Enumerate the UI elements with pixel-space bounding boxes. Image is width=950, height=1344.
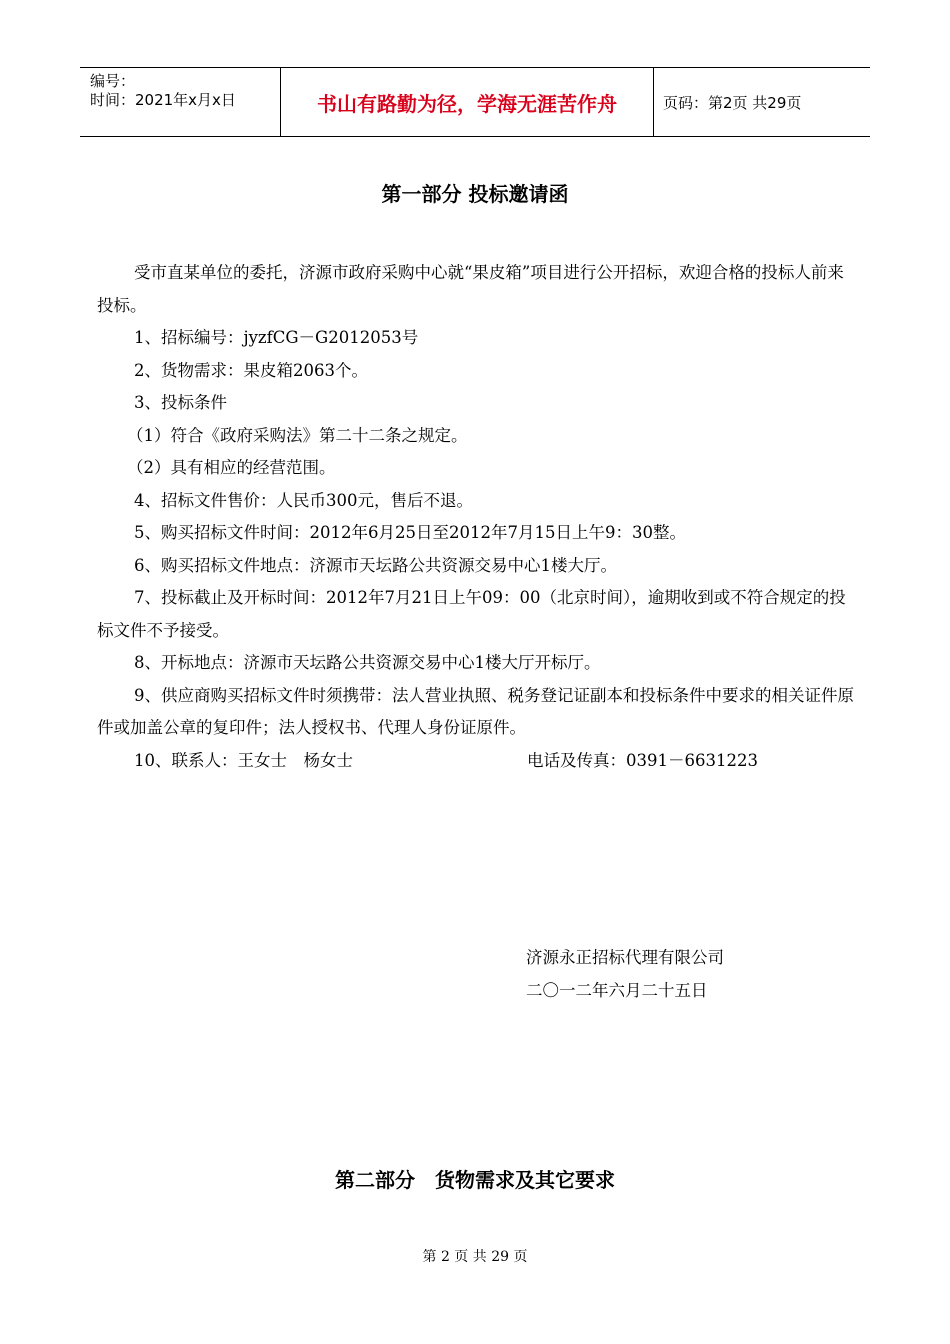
part1-title: 第一部分 投标邀请函: [381, 182, 569, 206]
item-opening-location: 8、开标地点：济源市天坛路公共资源交易中心1楼大厅开标厅。: [134, 653, 601, 672]
header-meta: [80, 68, 281, 136]
condition-2: （2）具有相应的经营范围。: [127, 458, 336, 477]
item-purchase-location: 6、购买招标文件地点：济源市天坛路公共资源交易中心1楼大厅。: [134, 555, 617, 575]
item-required-documents: 9、供应商购买招标文件时须携带：法人营业执照、税务登记证副本和投标条件中要求的相关证件原件或加盖公章的复印件；法人授权书、代理人身份证原件。: [97, 685, 854, 737]
part2-title: 第二部分 货物需求及其它要求: [335, 1168, 615, 1192]
intro-paragraph: 受市直某单位的委托，济源市政府采购中心就“果皮箱”项目进行公开招标，欢迎合格的投标人前来投标。: [97, 263, 844, 315]
item-bid-number: 1、招标编号：jyzfCG－G2012053号: [134, 328, 419, 347]
contact-phone: 电话及传真：0391－6631223: [527, 750, 758, 770]
contact-persons: 10、联系人：王女士 杨女士: [134, 750, 353, 770]
condition-1: （1）符合《政府采购法》第二十二条之规定。: [127, 425, 468, 445]
item-contact: [97, 745, 857, 778]
doc-number-label: 编号：: [90, 72, 136, 90]
header-page-number: 页码：第2页 共29页: [663, 93, 802, 112]
page-header: [80, 67, 870, 137]
item-goods-demand: 2、货物需求：果皮箱2063个。: [134, 360, 368, 380]
page-footer: 第 2 页 共 29 页: [422, 1249, 528, 1265]
item-bid-conditions: 3、投标条件: [134, 393, 227, 412]
item-deadline: 7、投标截止及开标时间：2012年7月21日上午09：00（北京时间），逾期收到或不符合规定的投标文件不予接受。: [97, 588, 846, 640]
invitation-body: [97, 257, 857, 777]
item-purchase-time: 5、购买招标文件时间：2012年6月25日至2012年7月15日上午9：30整。: [134, 523, 686, 542]
item-document-price: 4、招标文件售价：人民币300元，售后不退。: [134, 490, 473, 510]
doc-time-label: 时间：2021年x月x日: [90, 91, 236, 109]
header-motto: 书山有路勤为径，学海无涯苦作舟: [281, 68, 654, 136]
signature-block: [526, 942, 724, 1007]
company-name: 济源永正招标代理有限公司: [526, 948, 724, 967]
issue-date: 二〇一二年六月二十五日: [526, 980, 708, 1000]
